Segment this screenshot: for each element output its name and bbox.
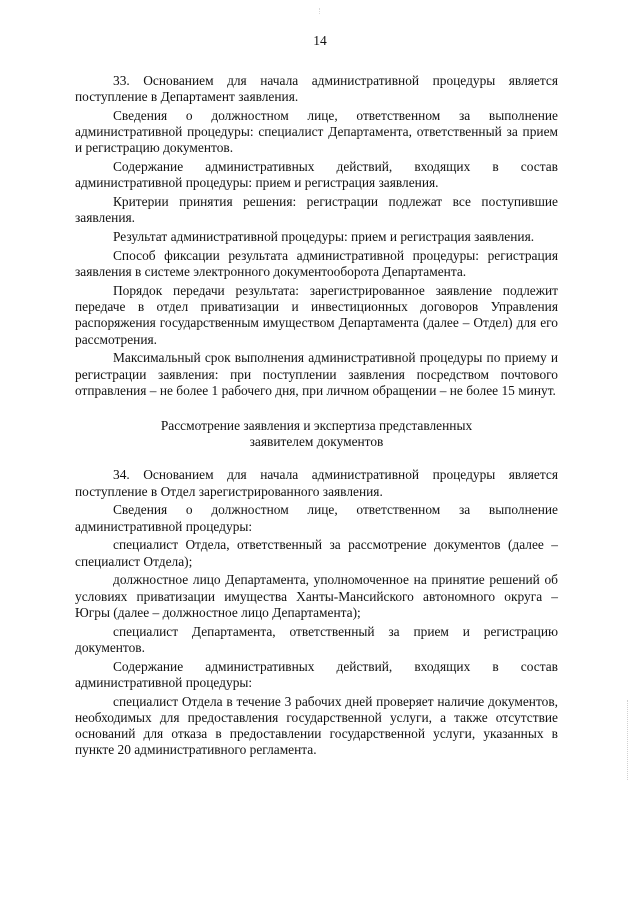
paragraph-34-authorized-official: должностное лицо Департамента, уполномоченное на принятие решений об условиях приватизации имущества Ханты-Мансийского автономного округа – Югры (далее – должностное лицо Департамента); [75, 572, 558, 620]
paragraph-33-official: Сведения о должностном лице, ответственном за выполнение административной процедуры: специалист Департамента, ответственный за прием и регистрацию документов. [75, 108, 558, 156]
paragraph-33-transfer: Порядок передачи результата: зарегистрированное заявление подлежит передаче в отдел приватизации и инвестиционных договоров Управления распоряжения государственным имуществом Департамента (далее – Отдел) для его рассмотрения. [75, 283, 558, 347]
section-heading [75, 418, 558, 450]
page-number: 14 [313, 33, 327, 48]
paragraph-33-content: Содержание административных действий, входящих в состав административной процедуры: прием и регистрация заявления. [75, 159, 558, 191]
paragraph-34-basis: 34. Основанием для начала административной процедуры является поступление в Отдел зарегистрированного заявления. [75, 467, 558, 499]
paragraph-34-content: Содержание административных действий, входящих в состав административной процедуры: [75, 658, 558, 690]
section-heading-line-1: Рассмотрение заявления и экспертиза представленных [160, 418, 473, 434]
paragraph-33-basis: 33. Основанием для начала административной процедуры является поступление в Департамент заявления. [75, 73, 558, 105]
paragraph-34-official: Сведения о должностном лице, ответственном за выполнение административной процедуры: [75, 502, 558, 534]
section-heading-line-2: заявителем документов [249, 434, 384, 450]
paragraph-34-check: специалист Отдела в течение 3 рабочих дней проверяет наличие документов, необходимых для предоставления государственной услуги, а также отсутствие оснований для отказа в предоставлении государственной услуги, указанных в пункте 20 административного регламента. [75, 693, 558, 758]
paragraph-33-fixation: Способ фиксации результата административной процедуры: регистрация заявления в системе электронного документооборота Департамента. [75, 248, 558, 280]
document-body [75, 73, 558, 761]
scan-margin-marks [627, 700, 630, 780]
paragraph-34-specialist-otdel: специалист Отдела, ответственный за рассмотрение документов (далее – специалист Отдела); [75, 537, 558, 569]
scan-speck [319, 8, 322, 14]
paragraph-33-deadline: Максимальный срок выполнения административной процедуры по приему и регистрации заявления: при поступлении заявления посредством почтового отправления – не более 1 рабочего дня, при личном обращении – не более 15 минут. [75, 350, 558, 398]
paragraph-33-criteria: Критерии принятия решения: регистрации подлежат все поступившие заявления. [75, 194, 558, 226]
paragraph-33-result: Результат административной процедуры: прием и регистрация заявления. [113, 229, 535, 245]
paragraph-34-specialist-department: специалист Департамента, ответственный за прием и регистрацию документов. [75, 623, 558, 655]
